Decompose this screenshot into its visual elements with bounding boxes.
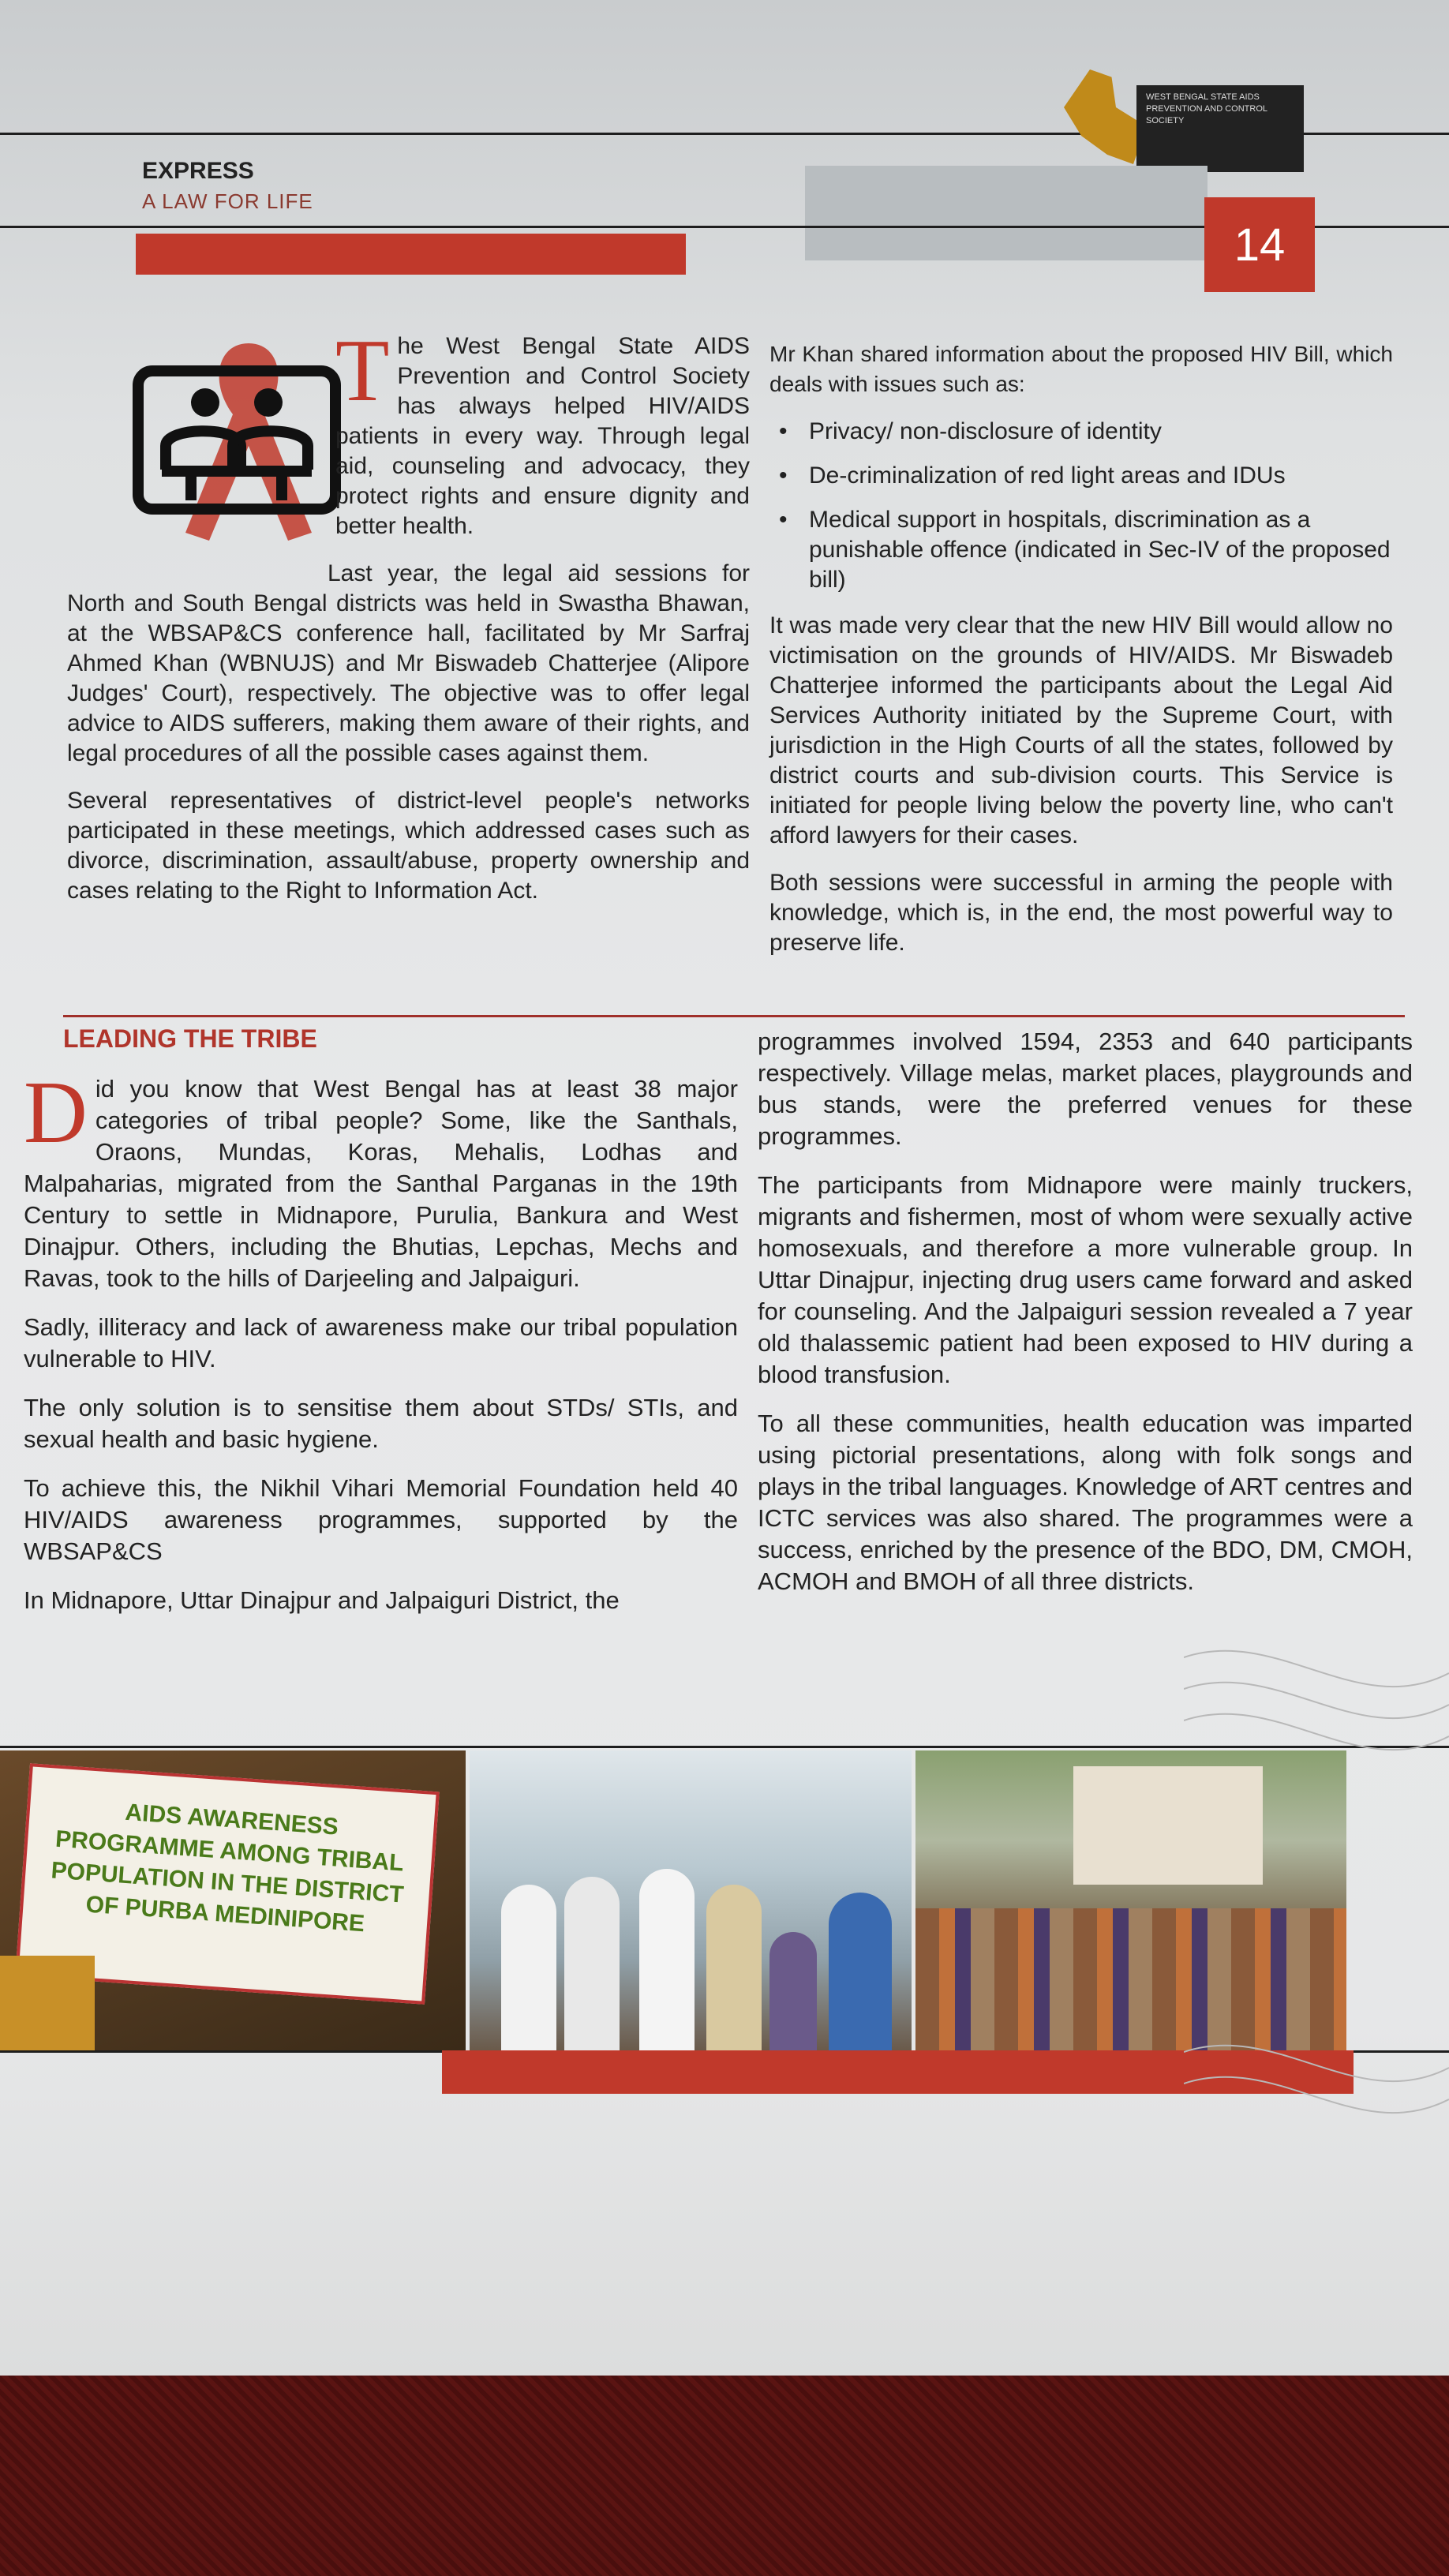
decorative-contour-lines [1184, 1578, 1449, 2210]
article2-paragraph: Sadly, illiteracy and lack of awareness make our tribal population vulnerable to HIV. [24, 1313, 738, 1372]
header-red-bar [136, 234, 686, 275]
article1-paragraph: Several representatives of district-level people's networks participated in these meetings, which addressed cases such as divorce, discrimination, assault/abuse, property ownership and cases relating to the Right to Information Act. [67, 788, 750, 904]
person [706, 1885, 762, 2050]
person [501, 1885, 556, 2050]
article2-dropcap: D [24, 1064, 88, 1162]
article2-paragraph: In Midnapore, Uttar Dinajpur and Jalpaiguri District, the [24, 1586, 620, 1614]
list-item: • Privacy/ non-disclosure of identity [769, 417, 1393, 447]
article2-paragraph: programmes involved 1594, 2353 and 640 participants respectively. Village melas, market places, playgrounds and bus stands, were the preferred venues for these programmes. [758, 1028, 1413, 1150]
article2-column-2 [758, 1026, 1413, 1615]
wbsacs-logo: WEST BENGAL STATE AIDS PREVENTION AND CONTROL SOCIETY [1136, 85, 1304, 172]
newsletter-subtitle: A LAW FOR LIFE [142, 189, 313, 213]
article2-paragraph: The participants from Midnapore were mainly truckers, migrants and fishermen, most of whom were sexually active homosexuals, and therefore a more vulnerable group. In Uttar Dinajpur, injecting drug users came forward and asked for counseling. And the Jalpaiguri session revealed a 7 year old thalassemic patient had been exposed to HIV during a blood transfusion. [758, 1171, 1413, 1388]
article1-paragraph: he West Bengal State AIDS Prevention and Control Society has always helped HIV/AIDS patients in every way. Through legal aid, counseling and advocacy, they protect rights and ensure dignity and better health. [335, 333, 750, 539]
table-surface [0, 2376, 1449, 2576]
article2-paragraph: To all these communities, health education was imparted using pictorial presentations, along with folk songs and plays in the tribal languages. Knowledge of ART centres and ICTC services was also shared. The programmes were a success, enriched by the presence of the BDO, DM, CMOH, ACMOH and BMOH of all three districts. [758, 1410, 1413, 1595]
person [639, 1869, 695, 2050]
hiv-bill-intro: Mr Khan shared information about the proposed HIV Bill, which deals with issues such as: [769, 342, 1393, 396]
article1-dropcap: T [335, 322, 390, 420]
article1-paragraph: It was made very clear that the new HIV Bill would allow no victimisation on the grounds of HIV/AIDS. Mr Biswadeb Chatterjee informed the participants about the Legal Aid Services Authority initiated by the Supreme Court, with jurisdiction in the High Courts of all the states, followed by district courts and sub-division courts. This Service is initiated for people living below the poverty line, who can't afford lawyers for their cases. [769, 612, 1393, 848]
folk-performers-photo [470, 1750, 912, 2050]
list-item: • Medical support in hospitals, discrimination as a punishable offence (indicated in Sec-IV of the proposed bill) [769, 505, 1393, 595]
article2-paragraph: id you know that West Bengal has at least 38 major categories of tribal people? Some, like the Santhals, Oraons, Mundas, Koras, Mehalis, Lodhas and Malpaharias, migrated from the Santhal Parganas in the 19th Century to settle in Midnapore, Purulia, Bankura and West Dinajpur. Others, including the Bhutias, Lepchas, Mechs and Ravas, took to the hills of Darjeeling and Jalpaiguri. [24, 1075, 738, 1292]
section-divider [63, 1015, 1405, 1017]
article2-column-1 [24, 1064, 738, 1634]
article2-heading: LEADING THE TRIBE [63, 1024, 317, 1053]
header-grey-bar [805, 166, 1208, 260]
hiv-bill-issues-list [769, 417, 1393, 595]
awareness-banner-photo [0, 1750, 466, 2050]
person [829, 1893, 892, 2050]
article1-column-1 [67, 322, 750, 923]
banner-stand [0, 1956, 95, 2050]
article1-paragraph: Both sessions were successful in arming the people with knowledge, which is, in the end, the most powerful way to preserve life. [769, 870, 1393, 956]
list-item: • De-criminalization of red light areas and IDUs [769, 461, 1393, 491]
page-number: 14 [1204, 197, 1315, 292]
person [769, 1932, 817, 2050]
awareness-banner: AIDS AWARENESS PROGRAMME AMONG TRIBAL POPULATION IN THE DISTRICT OF PURBA MEDINIPORE [15, 1763, 440, 2005]
person [564, 1877, 620, 2050]
article1-column-2 [769, 339, 1393, 975]
newsletter-title: EXPRESS [142, 158, 254, 184]
article1-paragraph: Last year, the legal aid sessions for North and South Bengal districts was held in Swastha Bhawan, at the WBSAP&CS conference hall, facilitated by Mr Sarfraj Ahmed Khan (WBNUJS) and Mr Biswadeb Chatterjee (Alipore Judges' Court), respectively. The objective was to offer legal advice to AIDS sufferers, making them aware of their rights, and legal procedures of all the possible cases against them. [67, 560, 750, 766]
article2-paragraph: To achieve this, the Nikhil Vihari Memorial Foundation held 40 HIV/AIDS awareness programmes, supported by the WBSAP&CS [24, 1474, 738, 1565]
article2-paragraph: The only solution is to sensitise them about STDs/ STIs, and sexual health and basic hygiene. [24, 1394, 738, 1453]
